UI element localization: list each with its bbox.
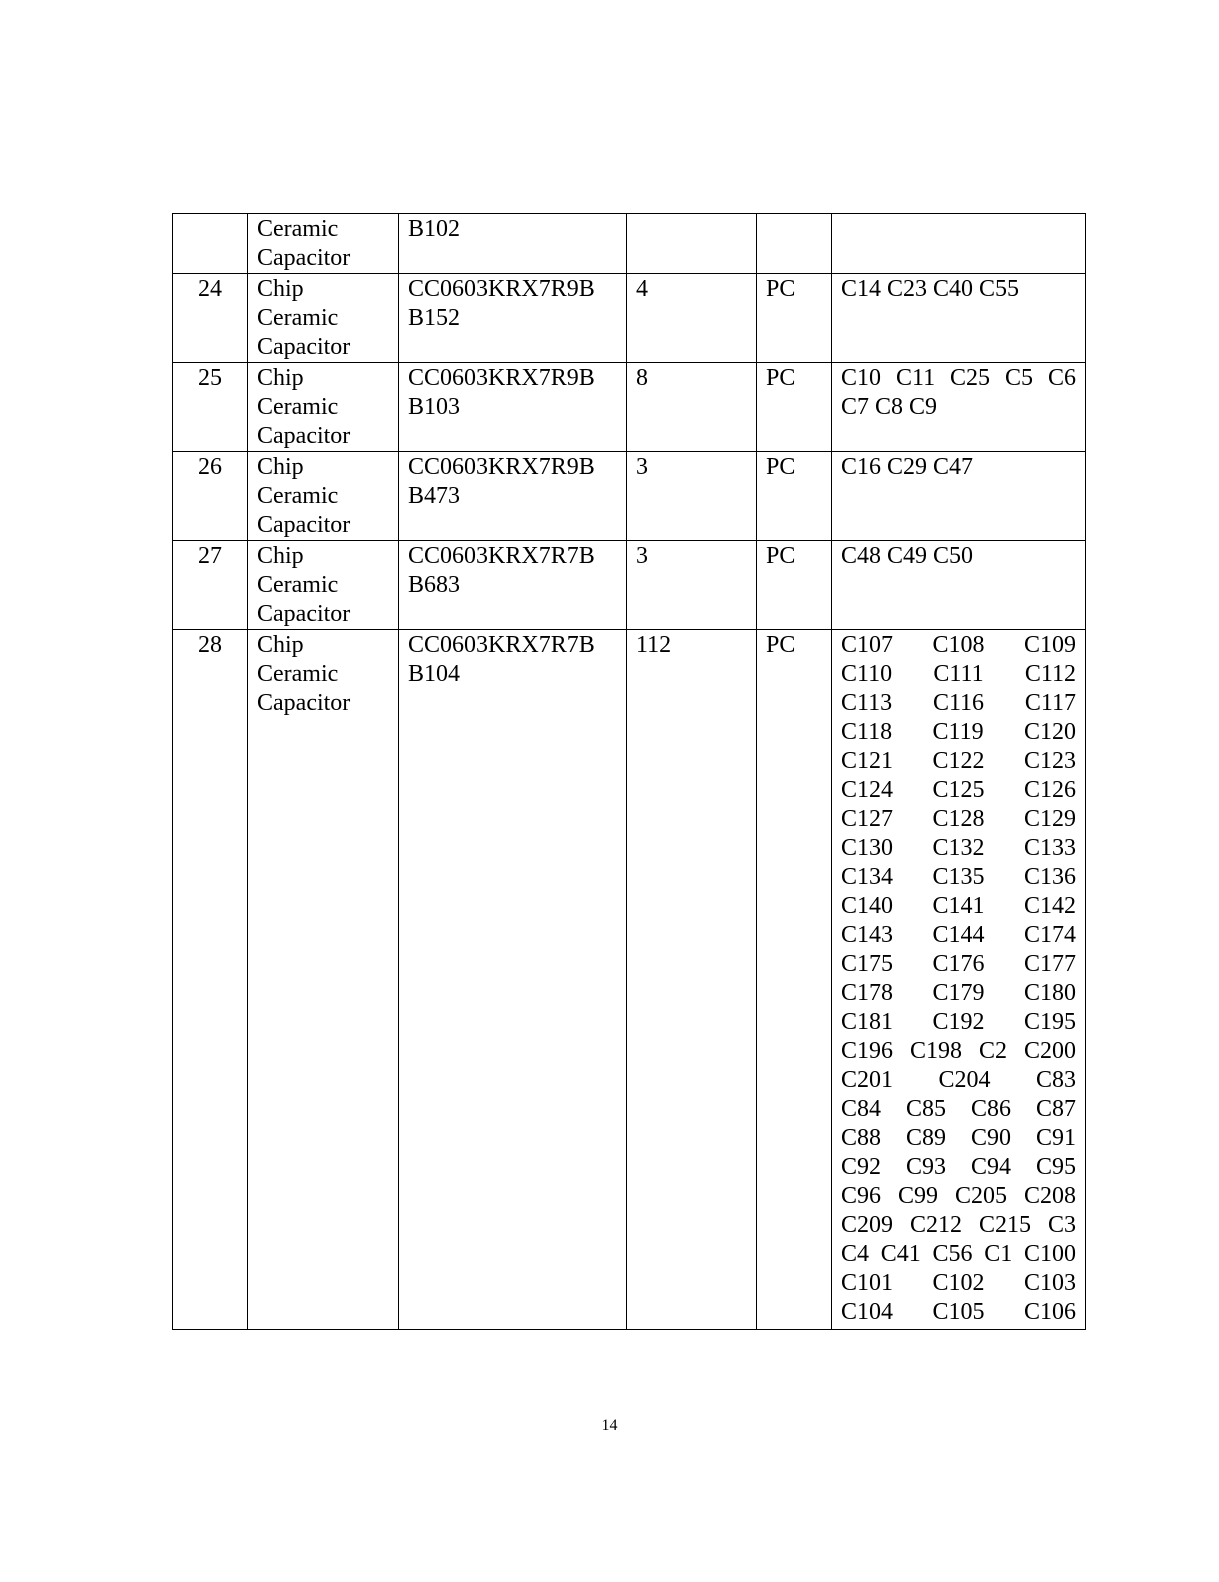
reference-cell (832, 274, 1086, 363)
page-number: 14 (601, 1417, 618, 1434)
reference-designator: C127 (841, 806, 894, 832)
reference-designator: C119 (932, 719, 984, 745)
reference-designator: C90 (970, 1125, 1011, 1151)
reference-line (841, 1298, 1076, 1327)
reference-line (841, 453, 1076, 482)
reference-line (841, 631, 1076, 660)
reference-designator: C106 (1023, 1299, 1076, 1325)
reference-line (841, 1095, 1076, 1124)
reference-designator: C96 (841, 1183, 882, 1209)
description-cell: Ceramic Capacitor (248, 214, 399, 274)
reference-designator: C85 (905, 1096, 946, 1122)
reference-designator: C196 (841, 1038, 894, 1064)
reference-designator: C110 (841, 661, 893, 687)
reference-designator: C102 (932, 1270, 985, 1296)
reference-designator: C195 (1023, 1009, 1076, 1035)
reference-designator: C101 (841, 1270, 894, 1296)
reference-designator: C209 (841, 1212, 894, 1238)
reference-line (841, 1269, 1076, 1298)
table-row (173, 452, 1086, 541)
reference-designator: C109 (1023, 632, 1076, 658)
reference-designator: C4 (841, 1241, 870, 1267)
reference-line (841, 1066, 1076, 1095)
reference-designator: C111 (933, 661, 984, 687)
reference-designator: C142 (1023, 893, 1076, 919)
reference-designator: C95 (1035, 1154, 1076, 1180)
reference-designator: C99 (897, 1183, 938, 1209)
description-cell: Chip Ceramic Capacitor (248, 274, 399, 363)
table-row (173, 541, 1086, 630)
reference-cell (832, 214, 1086, 274)
reference-designator: C192 (932, 1009, 985, 1035)
reference-designator: C118 (841, 719, 893, 745)
reference-designator: C133 (1023, 835, 1076, 861)
reference-designator: C87 (1035, 1096, 1076, 1122)
table-row (173, 214, 1086, 274)
reference-line (841, 834, 1076, 863)
reference-designator: C130 (841, 835, 894, 861)
reference-line (841, 542, 1076, 571)
part-number-cell: CC0603KRX7R7B B104 (399, 630, 627, 1330)
table-row (173, 363, 1086, 452)
reference-designator: C92 (841, 1154, 882, 1180)
reference-designator: C104 (841, 1299, 894, 1325)
reference-designator: C94 (970, 1154, 1011, 1180)
reference-designator: C91 (1035, 1125, 1076, 1151)
reference-designator: C198 (909, 1038, 962, 1064)
reference-designator: C140 (841, 893, 894, 919)
reference-designator: C86 (970, 1096, 1011, 1122)
reference-line (841, 776, 1076, 805)
reference-designator: C177 (1023, 951, 1076, 977)
reference-designator: C122 (932, 748, 985, 774)
reference-designator: C212 (909, 1212, 962, 1238)
quantity-cell (627, 214, 757, 274)
reference-designator: C132 (932, 835, 985, 861)
reference-designator: C135 (932, 864, 985, 890)
part-number-cell: CC0603KRX7R9B B473 (399, 452, 627, 541)
quantity-cell: 8 (627, 363, 757, 452)
reference-designator: C180 (1023, 980, 1076, 1006)
reference-designator: C10 (841, 365, 882, 391)
reference-cell (832, 630, 1086, 1330)
reference-designator: C108 (932, 632, 985, 658)
reference-designator: C93 (905, 1154, 946, 1180)
reference-designator: C105 (932, 1299, 985, 1325)
table-row (173, 630, 1086, 1330)
unit-cell: PC (757, 630, 832, 1330)
item-number-cell: 24 (173, 274, 248, 363)
reference-line (841, 979, 1076, 1008)
reference-designator: C117 (1024, 690, 1076, 716)
description-cell: Chip Ceramic Capacitor (248, 363, 399, 452)
reference-designator: C2 (978, 1038, 1007, 1064)
reference-designator: C5 (1005, 365, 1034, 391)
quantity-cell: 112 (627, 630, 757, 1330)
reference-designator: C14 C23 C40 C55 (841, 276, 1020, 302)
reference-designator: C215 (978, 1212, 1031, 1238)
reference-designator: C41 (880, 1241, 921, 1267)
item-number-cell: 26 (173, 452, 248, 541)
reference-designator: C179 (932, 980, 985, 1006)
reference-line (841, 275, 1076, 304)
unit-cell: PC (757, 363, 832, 452)
reference-designator: C112 (1024, 661, 1076, 687)
reference-designator: C134 (841, 864, 894, 890)
reference-designator: C103 (1023, 1270, 1076, 1296)
reference-designator: C89 (905, 1125, 946, 1151)
reference-line (841, 1037, 1076, 1066)
reference-designator: C136 (1023, 864, 1076, 890)
reference-designator: C125 (932, 777, 985, 803)
reference-line (841, 921, 1076, 950)
reference-designator: C176 (932, 951, 985, 977)
part-number-cell: CC0603KRX7R9B B152 (399, 274, 627, 363)
reference-designator: C129 (1023, 806, 1076, 832)
unit-cell: PC (757, 541, 832, 630)
reference-designator: C174 (1023, 922, 1076, 948)
part-number-cell: CC0603KRX7R7B B683 (399, 541, 627, 630)
reference-designator: C1 (984, 1241, 1013, 1267)
bill-of-materials-table (172, 213, 1086, 1330)
item-number-cell: 27 (173, 541, 248, 630)
reference-designator: C144 (932, 922, 985, 948)
reference-designator: C200 (1023, 1038, 1076, 1064)
reference-designator: C208 (1023, 1183, 1076, 1209)
reference-designator: C25 (950, 365, 991, 391)
table-body (173, 214, 1086, 1330)
unit-cell: PC (757, 452, 832, 541)
reference-line (841, 1124, 1076, 1153)
reference-designator: C126 (1023, 777, 1076, 803)
reference-designator: C16 C29 C47 (841, 454, 974, 480)
reference-designator: C83 (1035, 1067, 1076, 1093)
reference-designator: C201 (841, 1067, 894, 1093)
reference-line (841, 393, 1076, 422)
reference-designator: C123 (1023, 748, 1076, 774)
part-number-cell: CC0603KRX7R9B B103 (399, 363, 627, 452)
reference-line (841, 1240, 1076, 1269)
reference-designator: C204 (938, 1067, 991, 1093)
unit-cell (757, 214, 832, 274)
description-cell: Chip Ceramic Capacitor (248, 630, 399, 1330)
reference-line (841, 364, 1076, 393)
reference-designator: C116 (932, 690, 985, 716)
reference-designator: C107 (841, 632, 894, 658)
reference-designator: C6 (1047, 365, 1076, 391)
reference-designator: C56 (932, 1241, 973, 1267)
reference-line (841, 718, 1076, 747)
reference-designator: C128 (932, 806, 985, 832)
reference-line (841, 689, 1076, 718)
item-number-cell (173, 214, 248, 274)
reference-designator: C120 (1023, 719, 1076, 745)
reference-designator: C7 C8 C9 (841, 394, 938, 420)
part-number-cell: B102 (399, 214, 627, 274)
reference-line (841, 660, 1076, 689)
reference-designator: C48 C49 C50 (841, 543, 974, 569)
quantity-cell: 4 (627, 274, 757, 363)
reference-line (841, 950, 1076, 979)
reference-designator: C11 (895, 365, 936, 391)
item-number-cell: 25 (173, 363, 248, 452)
reference-designator: C84 (841, 1096, 882, 1122)
reference-designator: C121 (841, 748, 894, 774)
reference-line (841, 747, 1076, 776)
reference-designator: C205 (954, 1183, 1007, 1209)
reference-designator: C143 (841, 922, 894, 948)
reference-designator: C124 (841, 777, 894, 803)
description-cell: Chip Ceramic Capacitor (248, 541, 399, 630)
quantity-cell: 3 (627, 541, 757, 630)
reference-designator: C88 (841, 1125, 882, 1151)
reference-cell (832, 452, 1086, 541)
reference-line (841, 892, 1076, 921)
item-number-cell: 28 (173, 630, 248, 1330)
reference-line (841, 863, 1076, 892)
reference-designator: C141 (932, 893, 985, 919)
reference-designator: C3 (1047, 1212, 1076, 1238)
description-cell: Chip Ceramic Capacitor (248, 452, 399, 541)
reference-designator: C175 (841, 951, 894, 977)
reference-designator: C178 (841, 980, 894, 1006)
reference-cell (832, 541, 1086, 630)
reference-line (841, 1153, 1076, 1182)
reference-designator: C100 (1023, 1241, 1076, 1267)
table-row (173, 274, 1086, 363)
reference-designator: C113 (841, 690, 893, 716)
reference-line (841, 1008, 1076, 1037)
quantity-cell: 3 (627, 452, 757, 541)
reference-designator: C181 (841, 1009, 894, 1035)
reference-line (841, 1182, 1076, 1211)
unit-cell: PC (757, 274, 832, 363)
reference-line (841, 1211, 1076, 1240)
reference-cell (832, 363, 1086, 452)
reference-line (841, 805, 1076, 834)
